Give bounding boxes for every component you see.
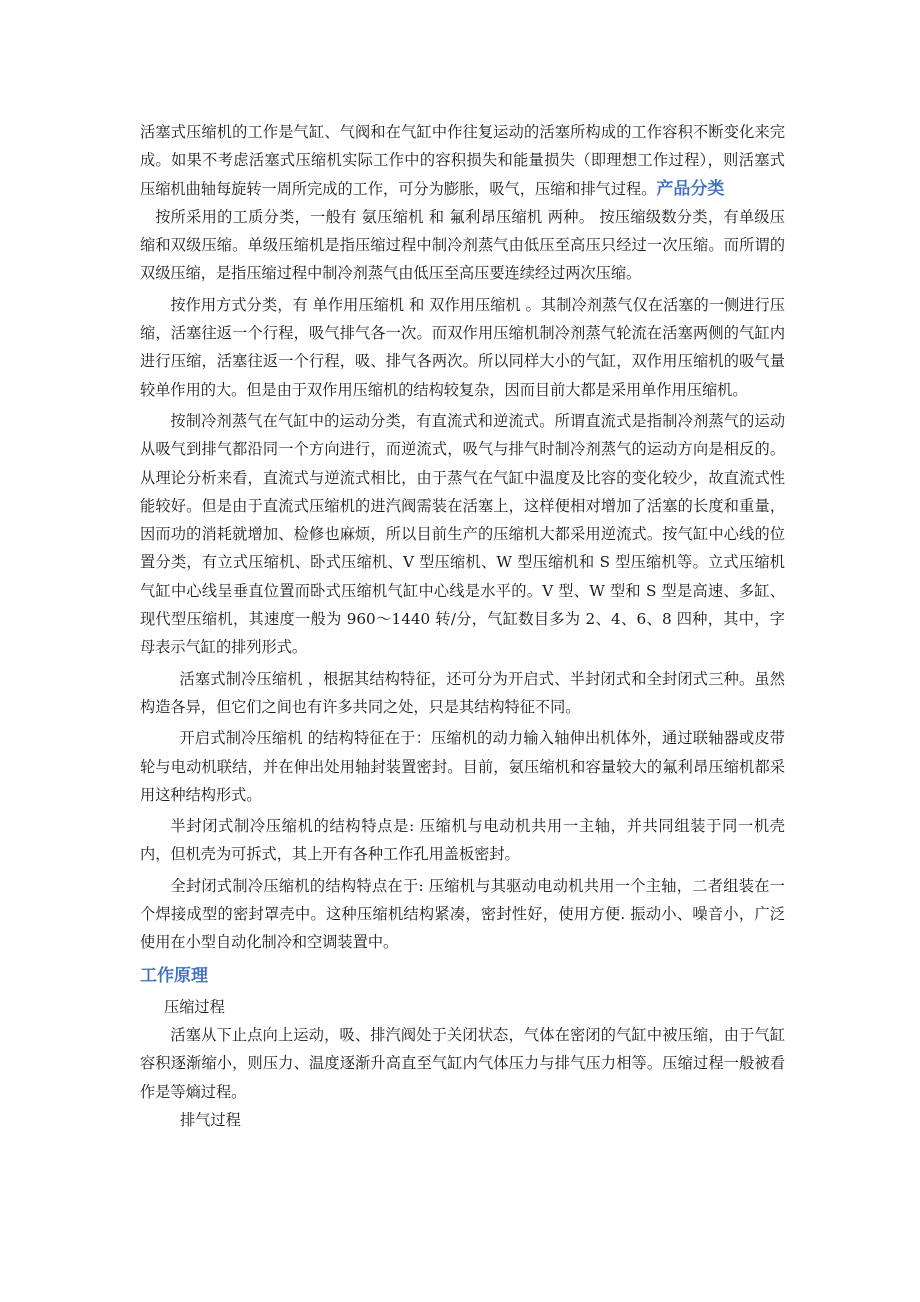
paragraph-action-type: 按作用方式分类，有 单作用压缩机 和 双作用压缩机 。其制冷剂蒸气仅在活塞的一侧进行压缩，活塞往返一个行程，吸气排气各一次。而双作用压缩机制冷剂蒸气轮流在活塞两侧的气缸内进行压缩，活塞往返一个行程，吸、排气各两次。所以同样大小的气缸，双作用压缩机的吸气量较单作用的大。但是由于双作用压缩机的结构较复杂，因而目前大都是采用单作用压缩机。 <box>140 295 785 399</box>
subheading-exhaust: 排气过程 <box>180 1110 241 1129</box>
paragraph-refrigerant-type: 按所采用的工质分类，一般有 氨压缩机 和 氟利昂压缩机 两种。 按压缩级数分类，有单级压缩和双级压缩。单级压缩机是指压缩过程中制冷剂蒸气由低压至高压只经过一次压缩。而所谓的双级压缩，是指压缩过程中制冷剂蒸气由低压至高压要连续经过两次压缩。 <box>140 207 785 283</box>
subheading-compression: 压缩过程 <box>164 997 225 1016</box>
intro-text: 活塞式压缩机的工作是气缸、气阀和在气缸中作往复运动的活塞所构成的工作容积不断变化来完成。如果不考虑活塞式压缩机实际工作中的容积损失和能量损失（即理想工作过程），则活塞式压缩机曲轴每旋转一周所完成的工作，可分为膨胀，吸气，压缩和排气过程。 <box>140 123 785 198</box>
products-heading: 产品分类 <box>656 178 725 199</box>
paragraph-structure: 活塞式制冷压缩机 ，根据其结构特征，还可分为开启式、半封闭式和全封闭式三种。虽然构造各异，但它们之间也有许多共同之处，只是其结构特征不同。 <box>140 669 785 716</box>
paragraph-open-type: 开启式制冷压缩机 的结构特征在于：压缩机的动力输入轴伸出机体外，通过联轴器或皮带轮与电动机联结，并在伸出处用轴封装置密封。目前，氨压缩机和容量较大的氟利昂压缩机都采用这种结构形式。 <box>140 729 785 804</box>
paragraph-flow-type: 按制冷剂蒸气在气缸中的运动分类，有直流式和逆流式。所谓直流式是指制冷剂蒸气的运动从吸气到排气都沿同一个方向进行，而逆流式，吸气与排气时制冷剂蒸气的运动方向是相反的。从理论分析来看，直流式与逆流式相比，由于蒸气在气缸中温度及比容的变化较少，故直流式性能较好。但是由于直流式压缩机的进汽阀需装在活塞上，这样便相对增加了活塞的长度和重量，因而功的消耗就增加、检修也麻烦，所以目前生产的压缩机大都采用逆流式。按气缸中心线的位置分类，有立式压缩机、卧式压缩机、V 型压缩机、W 型压缩机和 S 型压缩机等。立式压缩机气缸中心线呈垂直位置而卧式压缩机气缸中心线是水平的。V 型、W 型和 S 型是高速、多缸、现代型压缩机，其速度一般为 960～1440 转/分，气缸数目多为 2、4、6、8 四种，其中，字母表示气缸的排列形式。 <box>140 411 785 657</box>
paragraph-semi-hermetic: 半封闭式制冷压缩机的结构特点是: 压缩机与电动机共用一主轴，并共同组装于同一机壳内，但机壳为可拆式，其上开有各种工作孔用盖板密封。 <box>140 817 785 864</box>
intro-paragraph <box>140 118 785 203</box>
document-body <box>140 118 785 1134</box>
principle-heading: 工作原理 <box>140 965 208 986</box>
paragraph-compression: 活塞从下止点向上运动，吸、排汽阀处于关闭状态，气体在密闭的气缸中被压缩，由于气缸容积逐渐缩小，则压力、温度逐渐升高直至气缸内气体压力与排气压力相等。压缩过程一般被看作是等熵过程。 <box>140 1025 785 1101</box>
paragraph-hermetic: 全封闭式制冷压缩机的结构特点在于: 压缩机与其驱动电动机共用一个主轴，二者组装在一个焊接成型的密封罩壳中。这种压缩机结构紧凑，密封性好，使用方便. 振动小、噪音小，广泛使用在小型自动化制冷和空调装置中。 <box>140 876 785 952</box>
